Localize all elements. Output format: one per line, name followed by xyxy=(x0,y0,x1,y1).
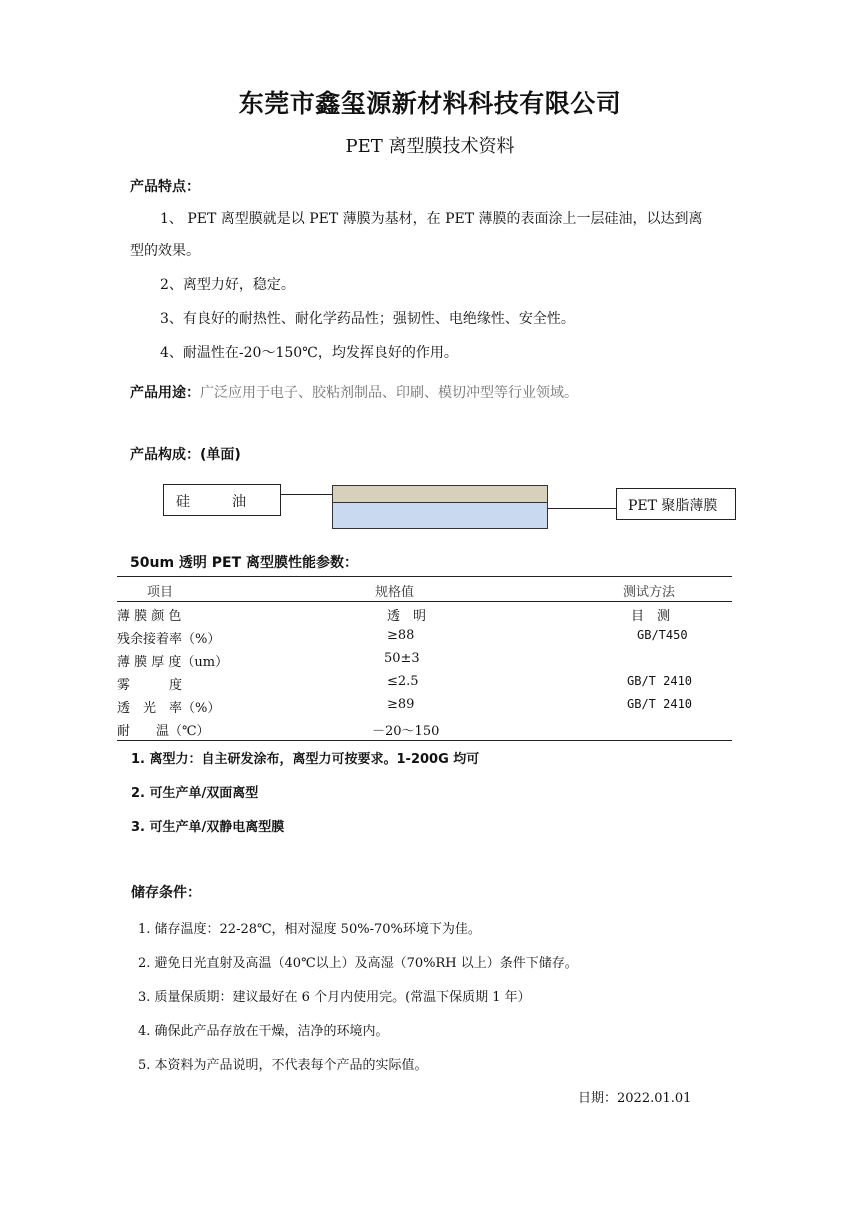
storage-item: 5. 本资料为产品说明，不代表每个产品的实际值。 xyxy=(138,1058,428,1073)
pet-leader-line xyxy=(548,508,616,509)
row-spec: 50±3 xyxy=(384,651,420,666)
pet-label-box xyxy=(616,488,736,520)
row-method: GB/T 2410 xyxy=(627,674,693,688)
row-method: 目 测 xyxy=(631,609,671,624)
storage-item: 3. 质量保质期：建议最好在 6 个月内使用完。(常温下保质期 1 年） xyxy=(138,990,531,1005)
row-spec: ≥88 xyxy=(387,628,415,643)
usage-text: 广泛应用于电子、胶粘剂制品、印刷、模切冲型等行业领域。 xyxy=(200,385,578,401)
silicone-layer xyxy=(332,485,548,503)
row-method: GB/T450 xyxy=(637,628,688,642)
document-date: 日期：2022.01.01 xyxy=(578,1091,692,1106)
param-note: 2. 可生产单/双面离型 xyxy=(131,786,259,801)
storage-heading: 储存条件： xyxy=(131,885,201,901)
table-row xyxy=(117,605,732,627)
row-spec: 透 明 xyxy=(387,609,427,624)
table-bottom-rule xyxy=(117,740,732,741)
row-item: 残余接着率（%） xyxy=(117,632,221,647)
row-item: 耐 温（℃） xyxy=(117,724,210,739)
pet-layer xyxy=(332,502,548,529)
row-spec: ≥89 xyxy=(387,697,415,712)
silicone-leader-line xyxy=(281,494,333,495)
row-item: 雾 度 xyxy=(117,678,183,693)
params-heading: 50um 透明 PET 离型膜性能参数： xyxy=(130,555,359,571)
row-method: GB/T 2410 xyxy=(627,697,693,711)
param-note: 1. 离型力：自主研发涂布，离型力可按要求。1-200G 均可 xyxy=(131,752,480,767)
table-row xyxy=(117,674,732,696)
features-heading: 产品特点： xyxy=(130,179,200,195)
feature-item: 1、 PET 离型膜就是以 PET 薄膜为基材，在 PET 薄膜的表面涂上一层硅油，以达到离 xyxy=(160,211,703,227)
table-header-row xyxy=(117,581,732,603)
company-name: 东莞市鑫玺源新材料科技有限公司 xyxy=(238,89,622,118)
row-item: 薄 膜 颜 色 xyxy=(117,609,182,624)
param-note: 3. 可生产单/双静电离型膜 xyxy=(131,820,285,835)
column-header-item: 项目 xyxy=(147,585,174,600)
table-row xyxy=(117,651,732,673)
table-row xyxy=(117,720,732,742)
table-top-rule xyxy=(117,576,732,577)
storage-item: 1. 储存温度：22-28℃，相对湿度 50%-70%环境下为佳。 xyxy=(138,922,481,937)
table-header-rule xyxy=(117,601,732,602)
row-spec: －20～150 xyxy=(372,724,440,739)
table-row xyxy=(117,628,732,650)
row-spec: ≤2.5 xyxy=(387,674,419,689)
storage-item: 4. 确保此产品存放在干燥，洁净的环境内。 xyxy=(138,1024,389,1039)
usage-label: 产品用途： xyxy=(130,385,200,401)
column-header-spec: 规格值 xyxy=(375,585,415,600)
feature-item: 型的效果。 xyxy=(130,243,200,259)
table-row xyxy=(117,697,732,719)
row-item: 薄 膜 厚 度（um） xyxy=(117,655,229,670)
feature-item: 2、离型力好，稳定。 xyxy=(160,277,295,293)
structure-heading: 产品构成：(单面) xyxy=(130,447,241,463)
feature-item: 4、耐温性在-20～150℃，均发挥良好的作用。 xyxy=(160,345,458,361)
storage-item: 2. 避免日光直射及高温（40℃以上）及高湿（70%RH 以上）条件下储存。 xyxy=(138,956,578,971)
silicone-label: 硅 油 xyxy=(176,494,246,510)
silicone-label-box xyxy=(163,484,281,516)
feature-item: 3、有良好的耐热性、耐化学药品性；强韧性、电绝缘性、安全性。 xyxy=(160,311,575,327)
usage-line xyxy=(130,376,578,410)
row-item: 透 光 率（%） xyxy=(117,701,221,716)
document-title: PET 离型膜技术资料 xyxy=(345,136,515,157)
pet-label: PET 聚脂薄膜 xyxy=(628,498,718,514)
column-header-method: 测试方法 xyxy=(623,585,676,600)
